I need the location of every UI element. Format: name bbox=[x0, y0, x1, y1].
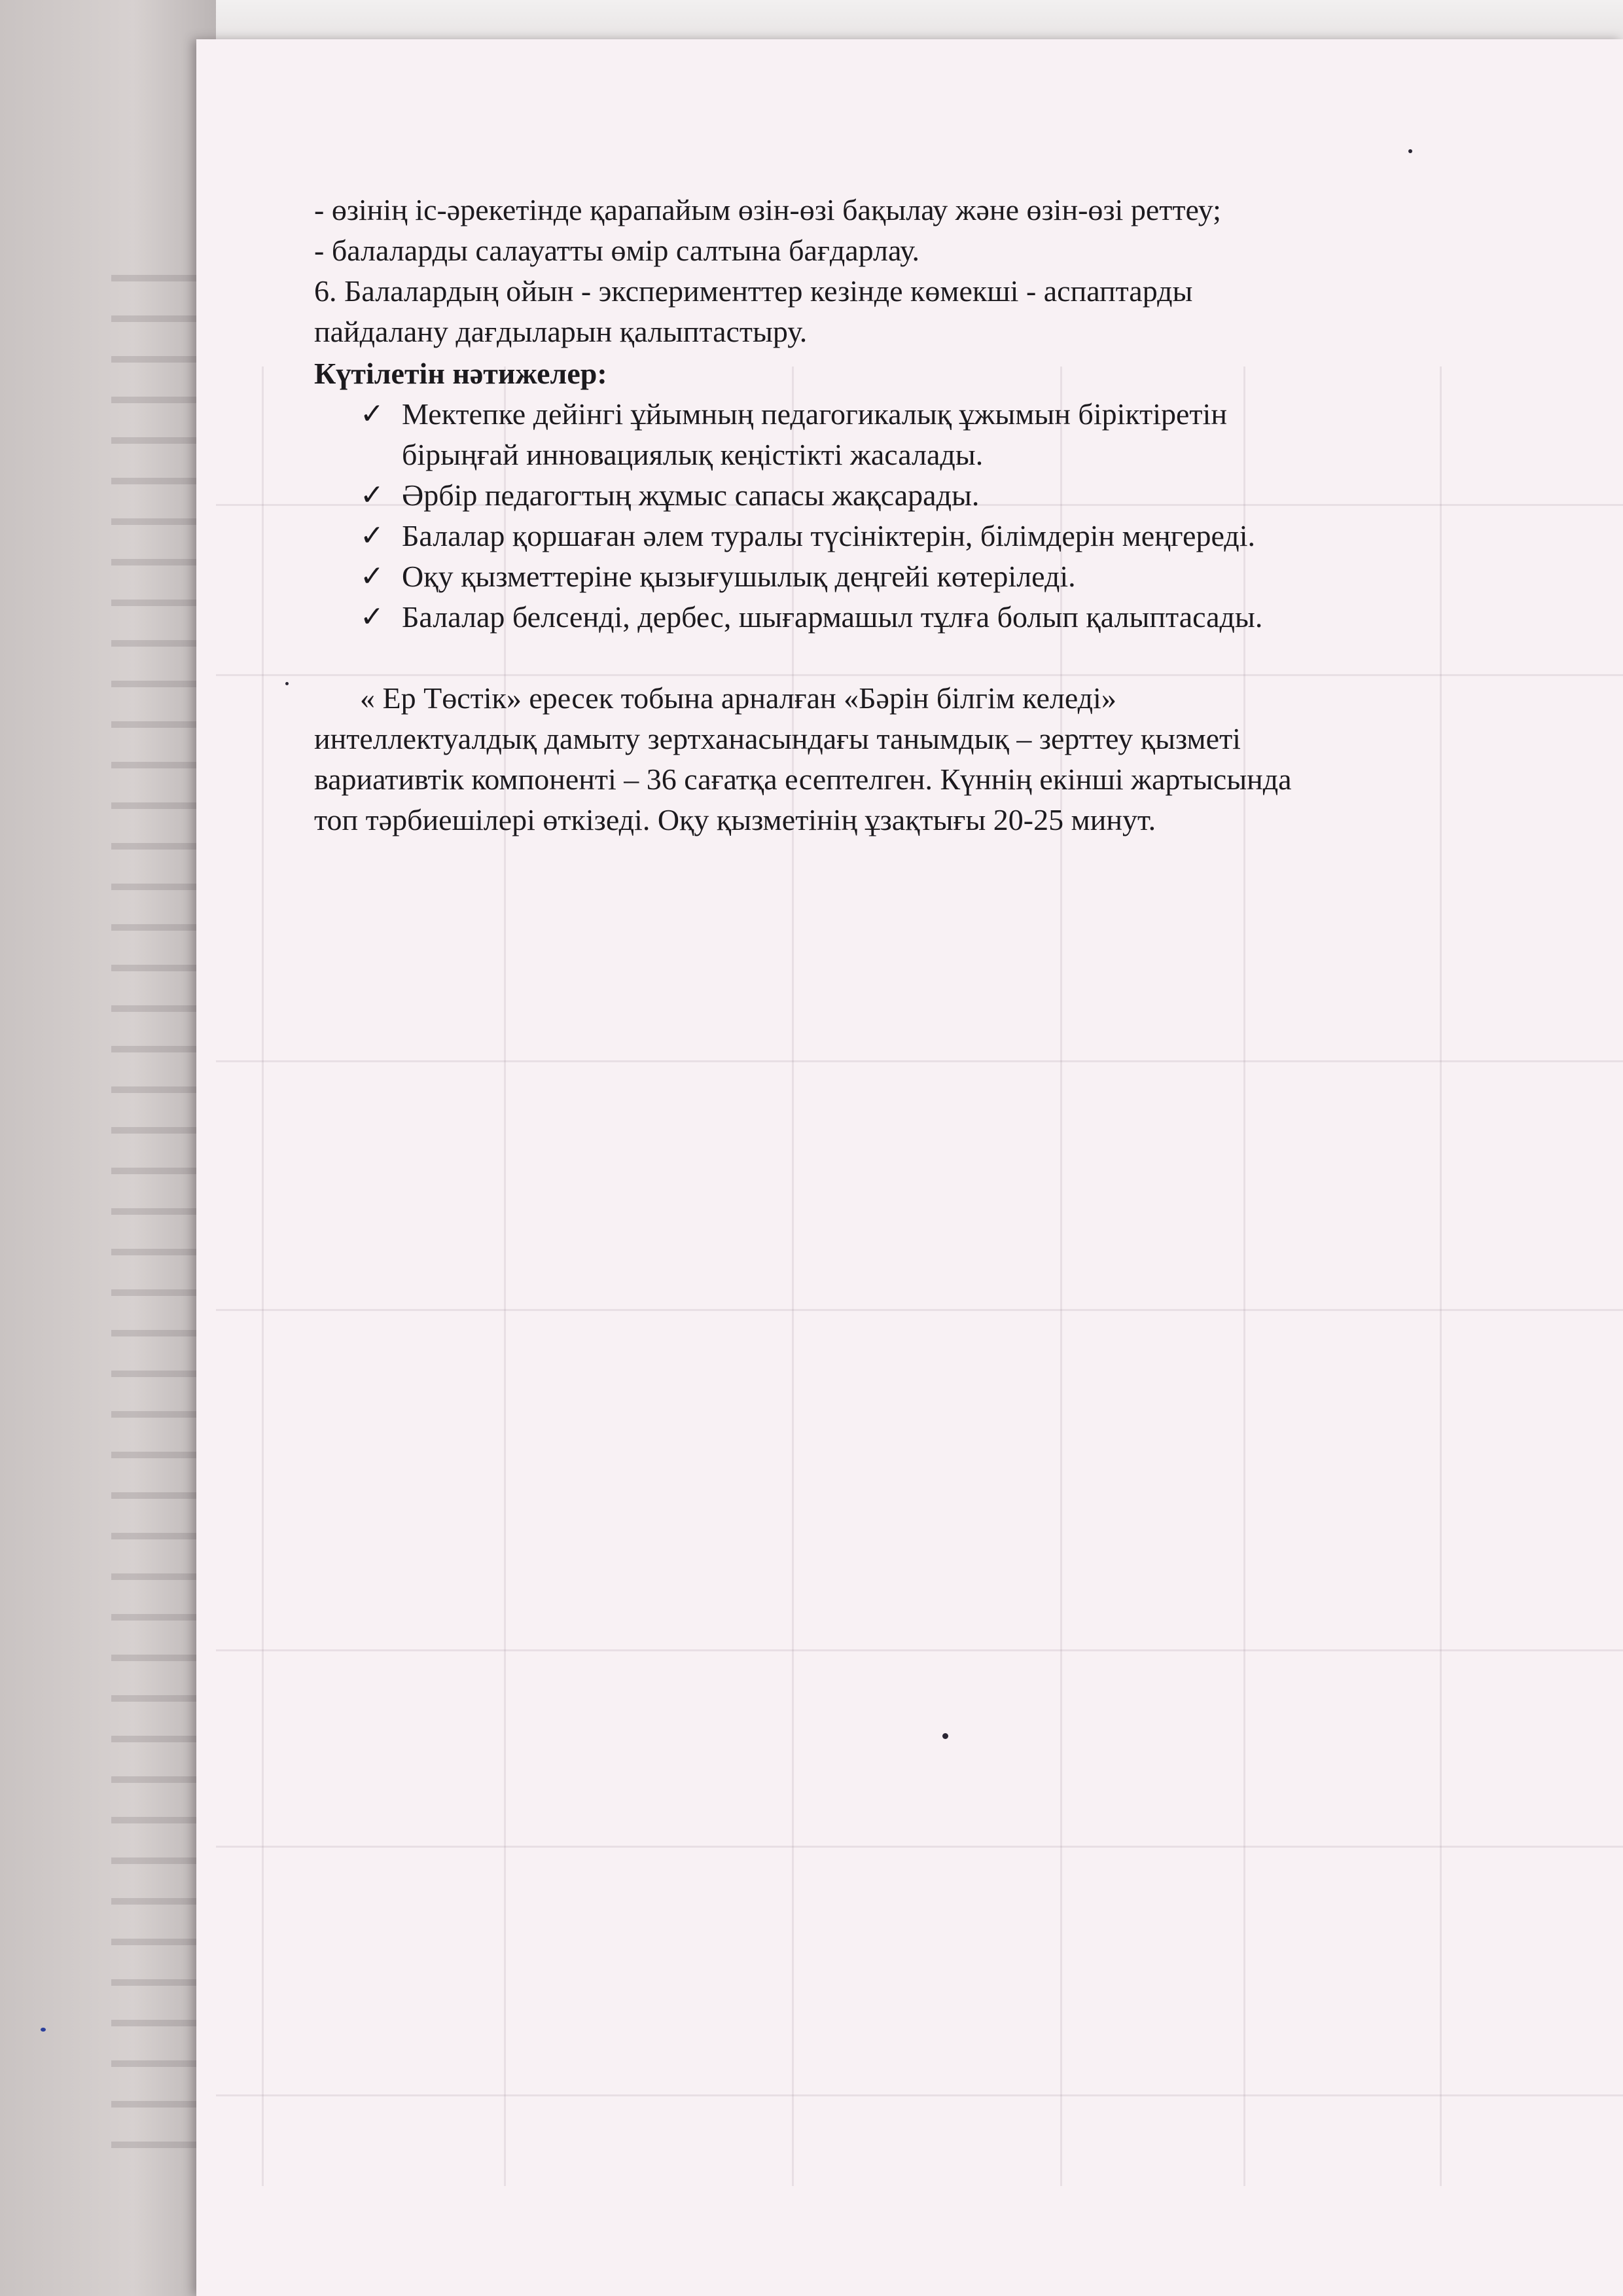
paragraph-line: « Ер Төстік» ересек тобына арналған «Бәрін білгім келеді» bbox=[360, 681, 1116, 715]
list-item bbox=[360, 394, 1558, 475]
check-icon: ✓ bbox=[360, 560, 384, 592]
list-item-text: бірыңғай инновациялық кеңістікті жасалады. bbox=[402, 438, 984, 471]
list-item bbox=[360, 516, 1558, 556]
text-line: 6. Балалардың ойын - эксперименттер кезінде көмекші - аспаптарды bbox=[314, 274, 1193, 308]
paragraph-line: интеллектуалдық дамыту зертханасындағы танымдық – зерттеу қызметі bbox=[314, 722, 1241, 755]
text-line: - өзінің іс-әрекетінде қарапайым өзін-өзі бақылау және өзін-өзі реттеу; bbox=[314, 193, 1221, 226]
list-item bbox=[360, 556, 1558, 597]
document-content bbox=[314, 190, 1558, 840]
paragraph-line: топ тәрбиешілері өткізеді. Оқу қызметінің ұзақтығы 20-25 минут. bbox=[314, 803, 1156, 836]
list-item bbox=[360, 475, 1558, 516]
list-item-text: Оқу қызметтеріне қызығушылық деңгейі көтеріледі. bbox=[402, 560, 1076, 593]
ink-speck bbox=[942, 1733, 948, 1739]
ink-speck bbox=[285, 682, 289, 685]
check-icon: ✓ bbox=[360, 601, 384, 633]
check-icon: ✓ bbox=[360, 520, 384, 552]
list-item-text: Әрбір педагогтың жұмыс сапасы жақсарады. bbox=[402, 478, 980, 512]
text-line: пайдалану дағдыларын қалыптастыру. bbox=[314, 315, 808, 348]
text-line: - балаларды салауатты өмір салтына бағдарлау. bbox=[314, 234, 919, 267]
list-item bbox=[360, 597, 1558, 637]
adjacent-page bbox=[0, 0, 223, 2296]
check-icon: ✓ bbox=[360, 479, 384, 511]
ink-speck bbox=[1408, 149, 1412, 153]
list-item-text: Мектепке дейінгі ұйымның педагогикалық ұжымын біріктіретін bbox=[402, 397, 1227, 431]
program-paragraph bbox=[314, 678, 1558, 840]
list-item-text: Балалар белсенді, дербес, шығармашыл тұлға болып қалыптасады. bbox=[402, 600, 1263, 634]
check-icon: ✓ bbox=[360, 398, 384, 430]
expected-results-list bbox=[314, 394, 1558, 637]
ink-speck bbox=[41, 2028, 46, 2032]
expected-results-heading: Күтілетін нәтижелер: bbox=[314, 357, 607, 390]
list-item-text: Балалар қоршаған әлем туралы түсініктерін, білімдерін меңгереді. bbox=[402, 519, 1255, 552]
paragraph-line: вариативтік компоненті – 36 сағатқа есептелген. Күннің екінші жартысында bbox=[314, 762, 1292, 796]
